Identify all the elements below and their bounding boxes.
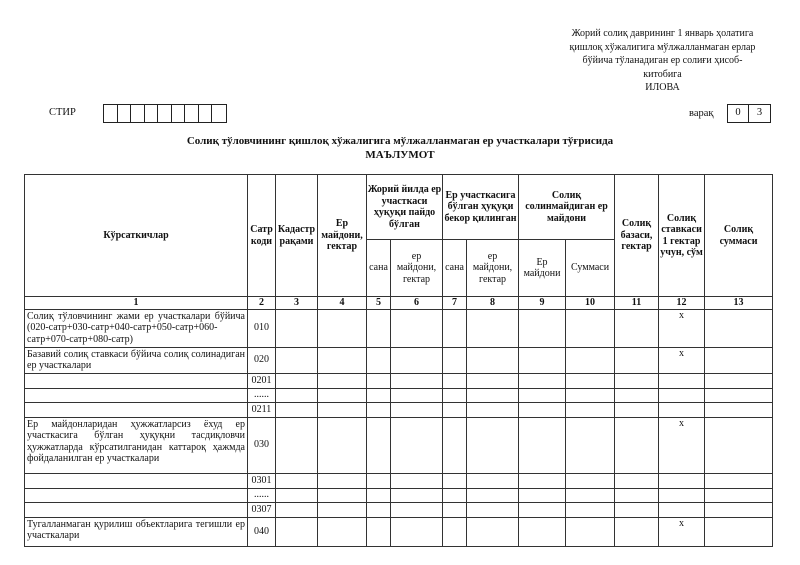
data-cell[interactable] <box>391 488 443 502</box>
tax-rate-cell[interactable] <box>659 388 705 402</box>
tax-rate-cell[interactable]: x <box>659 309 705 347</box>
form-subtitle: МАЪЛУМОТ <box>365 149 435 161</box>
data-cell[interactable] <box>318 488 367 502</box>
data-cell[interactable] <box>519 347 566 373</box>
data-cell[interactable] <box>705 347 773 373</box>
tax-rate-cell[interactable]: x <box>659 347 705 373</box>
col-area: Ер майдони, гектар <box>318 175 367 297</box>
data-cell[interactable] <box>318 347 367 373</box>
data-cell[interactable] <box>566 517 615 546</box>
header-line: китобига <box>643 68 682 80</box>
row-label: Базавий солиқ ставкаси бўйича солиқ солинадиган ер участкалари <box>25 347 248 373</box>
tax-rate-cell[interactable] <box>659 473 705 488</box>
data-cell[interactable] <box>367 309 391 347</box>
data-cell[interactable] <box>367 488 391 502</box>
col-exempt-area: Ер майдони <box>519 240 566 297</box>
col-exempt-sum: Суммаси <box>566 240 615 297</box>
row-code: 0211 <box>248 402 276 417</box>
data-cell[interactable] <box>519 473 566 488</box>
data-cell[interactable] <box>276 502 318 517</box>
data-cell[interactable] <box>443 373 467 388</box>
data-cell[interactable] <box>566 402 615 417</box>
data-cell[interactable] <box>705 309 773 347</box>
table-row <box>25 309 773 347</box>
data-cell[interactable] <box>318 402 367 417</box>
data-cell[interactable] <box>615 517 659 546</box>
column-number: 4 <box>318 297 367 310</box>
data-cell[interactable] <box>519 373 566 388</box>
tax-rate-cell[interactable] <box>659 373 705 388</box>
row-code: 010 <box>248 309 276 347</box>
table-row <box>25 388 773 402</box>
data-cell[interactable] <box>276 309 318 347</box>
data-cell[interactable] <box>367 502 391 517</box>
data-cell[interactable] <box>615 502 659 517</box>
data-cell[interactable] <box>566 417 615 473</box>
stir-input-cells[interactable] <box>103 104 227 123</box>
page-label: варақ <box>689 108 714 119</box>
col-row-code: Сатр коди <box>248 175 276 297</box>
col-date: сана <box>367 240 391 297</box>
data-cell[interactable] <box>519 388 566 402</box>
data-cell[interactable] <box>391 347 443 373</box>
header-line: қишлоқ хўжалигига мўлжалланмаган ерлар <box>569 41 756 53</box>
data-cell[interactable] <box>519 309 566 347</box>
column-number: 3 <box>276 297 318 310</box>
data-cell[interactable] <box>391 402 443 417</box>
data-cell[interactable] <box>467 417 519 473</box>
data-cell[interactable] <box>276 347 318 373</box>
data-cell[interactable] <box>391 517 443 546</box>
data-cell[interactable] <box>318 417 367 473</box>
data-cell[interactable] <box>318 517 367 546</box>
data-cell[interactable] <box>391 502 443 517</box>
data-cell[interactable] <box>615 309 659 347</box>
column-number: 7 <box>443 297 467 310</box>
tax-rate-cell[interactable]: x <box>659 417 705 473</box>
data-cell[interactable] <box>391 309 443 347</box>
table-row <box>25 402 773 417</box>
table-row <box>25 517 773 546</box>
column-number: 13 <box>705 297 773 310</box>
data-cell[interactable] <box>391 417 443 473</box>
data-cell[interactable] <box>615 488 659 502</box>
data-cell[interactable] <box>391 373 443 388</box>
data-cell[interactable] <box>443 473 467 488</box>
table-row <box>25 473 773 488</box>
data-cell[interactable] <box>519 517 566 546</box>
data-cell[interactable] <box>705 402 773 417</box>
data-cell[interactable] <box>566 488 615 502</box>
data-cell[interactable] <box>615 347 659 373</box>
col-date: сана <box>443 240 467 297</box>
data-cell[interactable] <box>467 373 519 388</box>
page-digit: 0 <box>728 105 749 122</box>
data-cell[interactable] <box>467 388 519 402</box>
data-cell[interactable] <box>443 517 467 546</box>
data-cell[interactable] <box>467 473 519 488</box>
tax-rate-cell[interactable] <box>659 402 705 417</box>
column-number: 8 <box>467 297 519 310</box>
data-cell[interactable] <box>467 309 519 347</box>
row-code: 020 <box>248 347 276 373</box>
data-cell[interactable] <box>276 473 318 488</box>
row-label <box>25 488 248 502</box>
data-cell[interactable] <box>705 388 773 402</box>
col-group-terminated: Ер участкасига бўлган ҳуқуқи бекор қилинган <box>443 175 519 240</box>
data-cell[interactable] <box>519 488 566 502</box>
row-label <box>25 388 248 402</box>
column-number: 2 <box>248 297 276 310</box>
row-label <box>25 473 248 488</box>
row-label: Тугалланмаган қурилиш объектларига тегишли ер участкалари <box>25 517 248 546</box>
column-number: 12 <box>659 297 705 310</box>
data-cell[interactable] <box>443 488 467 502</box>
document-header <box>540 27 785 95</box>
col-cadastre: Кадастр рақами <box>276 175 318 297</box>
data-cell[interactable] <box>318 502 367 517</box>
page-digit: 3 <box>756 107 763 118</box>
data-cell[interactable] <box>276 488 318 502</box>
data-cell[interactable] <box>705 517 773 546</box>
tax-rate-cell[interactable] <box>659 488 705 502</box>
data-cell[interactable] <box>318 388 367 402</box>
row-label: Солиқ тўловчининг жами ер участкалари бўйича (020-сатр+030-сатр+040-сатр+050-сатр+060-сатр+070-сатр+080-сатр) <box>25 309 248 347</box>
column-number: 10 <box>566 297 615 310</box>
row-code: ...... <box>248 388 276 402</box>
data-cell[interactable] <box>519 402 566 417</box>
col-indicators: Кўрсаткичлар <box>25 175 248 297</box>
row-label: Ер майдонларидан ҳужжатларсиз ёхуд ер участкасига бўлган ҳуқуқни тасдиқловчи ҳужжатларда кўрсатилганидан каттароқ ҳажмда фойдаланилган ер участкалари <box>25 417 248 473</box>
data-cell[interactable] <box>367 347 391 373</box>
data-cell[interactable] <box>705 502 773 517</box>
data-cell[interactable] <box>276 373 318 388</box>
header-line: бўйича тўланадиган ер солиғи ҳисоб- <box>582 55 743 66</box>
data-cell[interactable] <box>615 388 659 402</box>
data-cell[interactable] <box>615 402 659 417</box>
data-cell[interactable] <box>276 402 318 417</box>
data-cell[interactable] <box>443 309 467 347</box>
data-cell[interactable] <box>367 517 391 546</box>
row-code: 0201 <box>248 373 276 388</box>
data-cell[interactable] <box>367 388 391 402</box>
data-cell[interactable] <box>615 417 659 473</box>
data-cell[interactable] <box>443 417 467 473</box>
row-label <box>25 373 248 388</box>
column-number: 1 <box>25 297 248 310</box>
table-row <box>25 347 773 373</box>
data-cell[interactable] <box>443 388 467 402</box>
data-cell[interactable] <box>467 402 519 417</box>
header-line: Жорий солиқ даврининг 1 январь ҳолатига <box>571 28 754 39</box>
data-cell[interactable] <box>367 373 391 388</box>
data-cell[interactable] <box>519 417 566 473</box>
tax-rate-cell[interactable] <box>659 502 705 517</box>
data-cell[interactable] <box>615 473 659 488</box>
data-cell[interactable] <box>443 347 467 373</box>
row-label <box>25 502 248 517</box>
col-group-exempt: Солиқ солинмайдиган ер майдони <box>519 175 615 240</box>
data-cell[interactable] <box>566 309 615 347</box>
column-number: 11 <box>615 297 659 310</box>
row-code: 030 <box>248 417 276 473</box>
data-cell[interactable] <box>519 502 566 517</box>
stir-label: СТИР <box>49 107 76 118</box>
data-cell[interactable] <box>318 373 367 388</box>
col-tax-base: Солиқ базаси, гектар <box>615 175 659 297</box>
data-cell[interactable] <box>615 373 659 388</box>
land-plots-table <box>24 174 773 547</box>
data-cell[interactable] <box>566 388 615 402</box>
data-cell[interactable] <box>566 347 615 373</box>
row-code: ...... <box>248 488 276 502</box>
col-area-ha: ер майдони, гектар <box>467 240 519 297</box>
table-row <box>25 373 773 388</box>
data-cell[interactable] <box>566 473 615 488</box>
table-row <box>25 417 773 473</box>
data-cell[interactable] <box>705 488 773 502</box>
data-cell[interactable] <box>467 517 519 546</box>
row-code: 040 <box>248 517 276 546</box>
page-number-cells[interactable] <box>727 104 771 123</box>
row-label <box>25 402 248 417</box>
data-cell[interactable] <box>705 473 773 488</box>
data-cell[interactable] <box>367 473 391 488</box>
data-cell[interactable] <box>467 347 519 373</box>
col-group-acquired: Жорий йилда ер участкаси ҳуқуқи пайдо бўлган <box>367 175 443 240</box>
table-row <box>25 502 773 517</box>
data-cell[interactable] <box>391 473 443 488</box>
table-row <box>25 488 773 502</box>
column-number: 5 <box>367 297 391 310</box>
data-cell[interactable] <box>443 402 467 417</box>
data-cell[interactable] <box>705 373 773 388</box>
col-area-ha: ер майдони, гектар <box>391 240 443 297</box>
column-numbers-row <box>25 297 773 310</box>
row-code: 0307 <box>248 502 276 517</box>
form-title: Солиқ тўловчининг қишлоқ хўжалигига мўлжалланмаган ер участкалари тўғрисида <box>186 135 614 147</box>
data-cell[interactable] <box>391 388 443 402</box>
data-cell[interactable] <box>318 473 367 488</box>
column-number: 6 <box>391 297 443 310</box>
data-cell[interactable] <box>367 402 391 417</box>
header-appendix-label: ИЛОВА <box>645 82 680 93</box>
data-cell[interactable] <box>705 417 773 473</box>
data-cell[interactable] <box>467 488 519 502</box>
data-cell[interactable] <box>276 388 318 402</box>
data-cell[interactable] <box>467 502 519 517</box>
col-tax-rate: Солиқ ставкаси 1 гектар учун, сўм <box>659 175 705 297</box>
data-cell[interactable] <box>276 417 318 473</box>
row-code: 0301 <box>248 473 276 488</box>
data-cell[interactable] <box>367 417 391 473</box>
data-cell[interactable] <box>443 502 467 517</box>
column-number: 9 <box>519 297 566 310</box>
data-cell[interactable] <box>318 309 367 347</box>
tax-rate-cell[interactable]: x <box>659 517 705 546</box>
table-body <box>25 309 773 546</box>
data-cell[interactable] <box>276 517 318 546</box>
col-tax-amount: Солиқ суммаси <box>705 175 773 297</box>
data-cell[interactable] <box>566 502 615 517</box>
data-cell[interactable] <box>566 373 615 388</box>
